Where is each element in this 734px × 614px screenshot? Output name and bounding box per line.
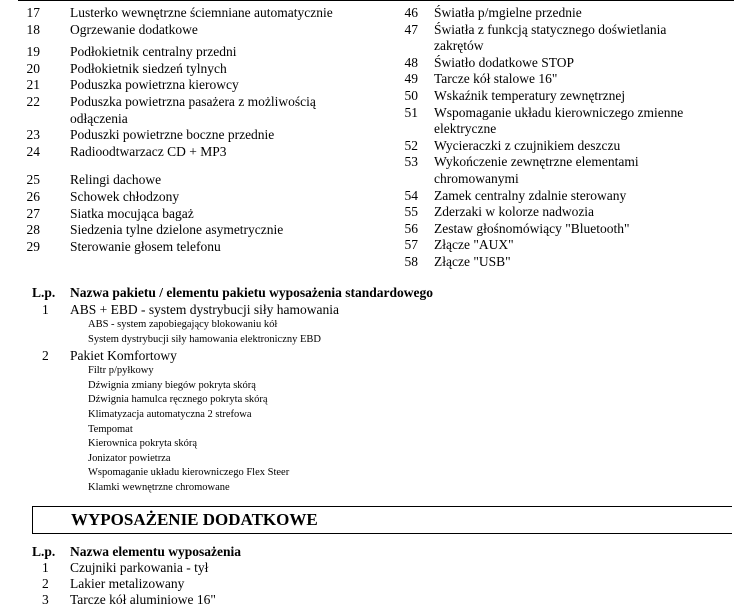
item-number-value: 22 [26,93,40,109]
item-text-line: Schowek chłodzony [70,188,180,204]
item-number [398,237,434,254]
item-text [434,188,728,205]
item-text-line: Podłokietnik centralny przedni [70,44,237,60]
standard-equipment-right-column [398,5,728,271]
list-item [398,254,728,271]
item-text [434,221,728,238]
list-item [398,105,728,138]
item-number-value: 53 [404,154,418,170]
item-number-value: 51 [404,104,418,120]
item-number-value: 58 [404,253,418,269]
item-number [18,61,70,78]
item-number-value: 29 [26,238,40,254]
package-item: Filtr p/pyłkowy [88,365,154,377]
item-text-continuation: elektryczne [434,121,497,137]
list-item [18,94,378,127]
optional-equipment-section [32,543,732,607]
item-text [70,44,378,61]
item-text [434,88,728,105]
item-number-value: 28 [26,222,40,238]
item-text [70,144,378,161]
list-item [18,22,378,39]
item-number-value: 18 [26,21,40,37]
list-item [398,221,728,238]
item-text-line: Złącze "USB" [434,253,511,269]
item-number-value: 17 [26,5,40,20]
item-number-value: 46 [404,5,418,20]
package-item: ABS - system zapobiegający blokowaniu kół [88,319,278,330]
item-text-line: Złącze "AUX" [434,237,514,253]
item-text-line: Poduszki powietrzne boczne przednie [70,127,275,143]
item-text [70,189,378,206]
optional-equipment-title: WYPOSAŻENIE DODATKOWE [32,506,732,534]
item-text [70,222,378,239]
item-text-line: Poduszka powietrzna pasażera z możliwością [70,93,316,109]
package-item: Dźwignia zmiany biegów pokryta skórą [88,379,256,391]
item-text-line: Światła p/mgielne przednie [434,5,582,20]
item-number [398,5,434,22]
item-text [70,239,378,256]
optional-item-number: 3 [42,591,49,607]
item-text-line: Światła z funkcją statycznego doświetlania [434,21,667,37]
item-text [70,22,378,39]
item-number-value: 49 [404,71,418,87]
package-item: Jonizator powietrza [88,452,171,464]
item-number-value: 48 [404,54,418,70]
item-number-value: 56 [404,220,418,236]
top-rule [18,0,734,1]
item-text [434,55,728,72]
item-text [434,237,728,254]
item-text [434,71,728,88]
item-number [18,239,70,256]
optional-item [32,592,732,608]
item-text-continuation: chromowanymi [434,170,519,186]
list-item [18,189,378,206]
package-item: Klamki wewnętrzne chromowane [88,481,230,493]
item-text-line: Wskaźnik temperatury zewnętrznej [434,87,626,103]
optional-item-number: 1 [42,560,49,575]
packages-header-lp: L.p. [32,285,56,300]
packages-section [32,284,732,496]
item-text-continuation: odłączenia [70,110,128,126]
item-number-value: 20 [26,60,40,76]
item-text-line: Siatka mocująca bagaż [70,205,194,221]
packages-header-title: Nazwa pakietu / elementu pakietu wyposażenia standardowego [70,285,434,300]
item-number [18,206,70,223]
item-text [70,206,378,223]
item-number-value: 57 [404,237,418,253]
item-text-line: Relingi dachowe [70,172,162,188]
item-text-line: Światło dodatkowe STOP [434,54,575,70]
item-text [434,5,728,22]
optional-header-title: Nazwa elementu wyposażenia [70,544,241,559]
optional-item [32,560,732,576]
item-text [434,204,728,221]
item-number-value: 54 [404,187,418,203]
list-item [398,237,728,254]
list-item [18,5,378,22]
item-number-value: 27 [26,205,40,221]
item-number-value: 23 [26,127,40,143]
item-text-line: Lusterko wewnętrzne ściemniane automatycznie [70,5,333,20]
optional-item-number: 2 [42,575,49,591]
optional-header [32,543,732,560]
list-item [398,188,728,205]
item-text [434,138,728,155]
item-text [70,5,378,22]
item-text-line: Radioodtwarzacz CD + MP3 [70,143,227,159]
packages-header [32,284,732,301]
list-item [18,172,378,189]
item-text-line: Sterowanie głosem telefonu [70,238,221,254]
item-number [18,144,70,161]
item-text [70,61,378,78]
item-text-line: Zestaw głośnomówiący "Bluetooth" [434,220,630,236]
item-number-value: 26 [26,188,40,204]
item-text-line: Wycieraczki z czujnikiem deszczu [434,137,621,153]
item-number [398,88,434,105]
list-item [18,144,378,161]
item-text-line: Poduszka powietrzna kierowcy [70,77,239,93]
item-number [398,154,434,187]
item-text [434,254,728,271]
list-item [398,154,728,187]
packages-list [32,301,732,496]
item-number-value: 52 [404,137,418,153]
item-number [18,189,70,206]
item-number [18,5,70,22]
package-item: Dźwignia hamulca ręcznego pokryta skórą [88,394,268,406]
list-item [398,22,728,55]
item-number-value: 25 [26,172,40,188]
item-text [70,172,378,189]
item-number [18,172,70,189]
package-item: Kierownica pokryta skórą [88,438,198,450]
package-item: Klimatyzacja automatyczna 2 strefowa [88,408,252,420]
item-text [434,22,728,55]
package-item: System dystrybucji siły hamowania elektroniczny EBD [88,333,321,345]
package-name: ABS + EBD - system dystrybucji siły hamowania [70,302,339,317]
item-text [434,154,728,187]
list-item [398,204,728,221]
item-number [18,94,70,127]
list-item [18,77,378,94]
item-text [70,127,378,144]
package-item: Tempomat [88,423,133,435]
optional-header-lp: L.p. [32,544,56,559]
package-row [32,347,732,364]
item-text-line: Tarcze kół stalowe 16" [434,71,558,87]
item-number [398,204,434,221]
package-row [32,301,732,318]
item-number [18,222,70,239]
item-number-value: 50 [404,87,418,103]
item-number [398,22,434,55]
item-number [18,44,70,61]
optional-item [32,576,732,592]
list-item [398,5,728,22]
item-number-value: 19 [26,44,40,60]
optional-list [32,560,732,607]
list-item [18,61,378,78]
optional-item-text: Lakier metalizowany [70,575,185,591]
item-text [70,77,378,94]
list-item [18,206,378,223]
item-text [434,105,728,138]
item-number-value: 55 [404,204,418,220]
item-number-value: 21 [26,77,40,93]
package-item: Wspomaganie układu kierowniczego Flex Steer [88,467,290,479]
item-number [398,254,434,271]
list-item [398,55,728,72]
item-number [398,55,434,72]
item-text-line: Wykończenie zewnętrzne elementami [434,154,639,170]
item-number [398,105,434,138]
item-number [18,22,70,39]
item-number [398,221,434,238]
standard-equipment-left-column [18,5,378,255]
list-item [18,239,378,256]
list-item [398,71,728,88]
list-item [18,222,378,239]
package-number: 2 [42,348,49,364]
optional-item-text: Czujniki parkowania - tył [70,560,209,575]
item-text-line: Zamek centralny zdalnie sterowany [434,187,627,203]
item-text-line: Wspomaganie układu kierowniczego zmienne [434,104,684,120]
item-text-continuation: zakrętów [434,38,484,54]
list-item [398,88,728,105]
item-number [18,127,70,144]
item-number-value: 24 [26,143,40,159]
list-item [398,138,728,155]
item-number [398,138,434,155]
item-number [18,77,70,94]
item-number [398,188,434,205]
item-text-line: Podłokietnik siedzeń tylnych [70,60,227,76]
package-name: Pakiet Komfortowy [70,348,177,364]
item-text-line: Siedzenia tylne dzielone asymetrycznie [70,222,284,238]
package-number: 1 [42,302,49,317]
list-item [18,127,378,144]
item-number-value: 47 [404,21,418,37]
list-item [18,44,378,61]
item-number [398,71,434,88]
item-text-line: Ogrzewanie dodatkowe [70,21,198,37]
optional-item-text: Tarcze kół aluminiowe 16" [70,591,216,607]
item-text [70,94,378,127]
item-text-line: Zderzaki w kolorze nadwozia [434,204,595,220]
